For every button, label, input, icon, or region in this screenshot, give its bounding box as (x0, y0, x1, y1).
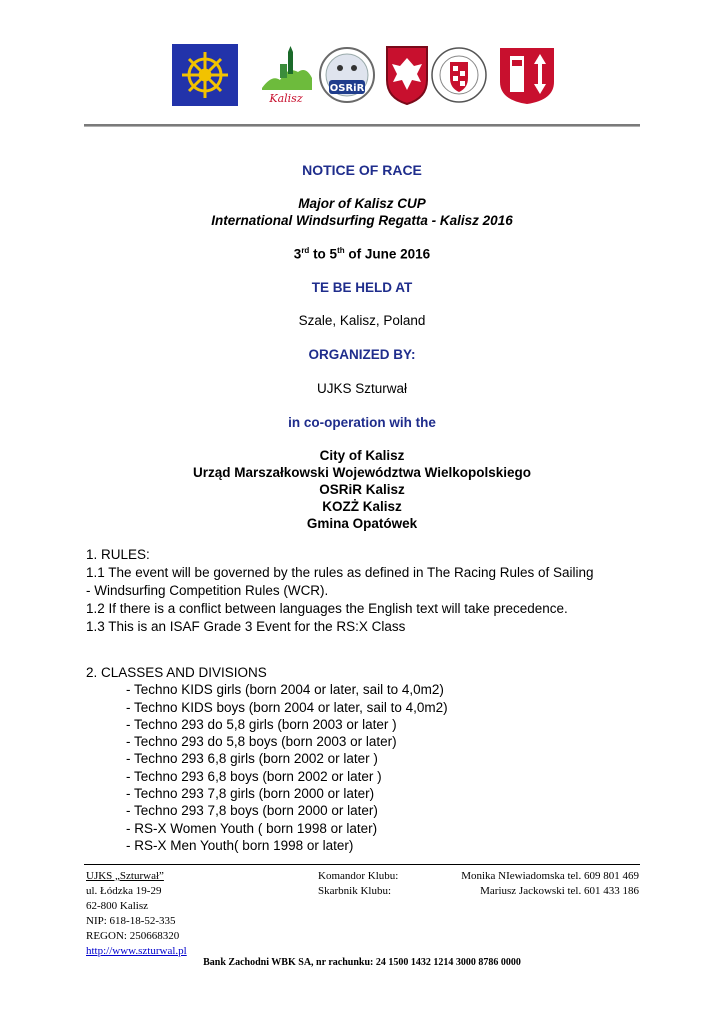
class-item: - Techno 293 7,8 boys (born 2000 or later) (126, 803, 378, 819)
commodore-label: Komandor Klubu: (318, 870, 399, 882)
class-item: - RS-X Men Youth( born 1998 or later) (126, 837, 354, 853)
footer-address (86, 869, 187, 959)
logo-row (172, 44, 557, 106)
partner-3: OSRiR Kalisz (319, 482, 405, 497)
regon: REGON: 250668320 (86, 930, 180, 942)
footer-roles (318, 869, 398, 899)
cooperation-label: in co-operation wih the (288, 415, 436, 430)
rules-line: 1.1 The event will be governed by the rules as defined in The Racing Rules of Sailing (86, 565, 594, 580)
address-city: 62-800 Kalisz (86, 900, 149, 912)
class-item: - Techno 293 6,8 boys (born 2002 or later ) (126, 768, 382, 784)
kozz-logo (430, 44, 488, 106)
osrir-logo (318, 44, 376, 106)
bank-account: Bank Zachodni WBK SA, nr rachunku: 24 1500 1432 1214 3000 8786 0000 (203, 957, 521, 968)
nip: NIP: 618-18-52-335 (86, 915, 176, 927)
rules-line: 1.3 This is an ISAF Grade 3 Event for the RS:X Class (86, 619, 406, 634)
date-month: of June 2016 (344, 246, 431, 262)
address-street: ul. Łódzka 19-29 (86, 885, 162, 897)
club-name: UJKS „Szturwał” (86, 870, 164, 882)
partner-2: Urząd Marszałkowski Województwa Wielkopolskiego (193, 465, 531, 480)
date-end: to 5 (309, 246, 338, 262)
treasurer-contact: Mariusz Jackowski tel. 601 433 186 (480, 885, 639, 897)
date-start-suffix: rd (301, 246, 310, 255)
wielkopolska-eagle-logo (384, 44, 430, 106)
organized-by-label: ORGANIZED BY: (308, 347, 416, 362)
kalisz-city-logo (258, 44, 314, 106)
commodore-contact: Monika NIewiadomska tel. 609 801 469 (461, 870, 639, 882)
held-at-label: TE BE HELD AT (311, 280, 413, 295)
class-item: - Techno 293 do 5,8 girls (born 2003 or later ) (126, 716, 397, 732)
rules-line: - Windsurfing Competition Rules (WCR). (86, 583, 329, 598)
classes-heading: 2. CLASSES AND DIVISIONS (86, 665, 267, 680)
partner-5: Gmina Opatówek (306, 516, 418, 531)
event-dates (84, 246, 640, 262)
class-item: - Techno KIDS girls (born 2004 or later, sail to 4,0m2) (126, 682, 444, 698)
page-title: NOTICE OF RACE (302, 162, 422, 178)
date-start: 3 (293, 246, 302, 262)
header-divider (84, 124, 640, 127)
footer-contacts (461, 869, 639, 899)
classes-section (86, 664, 646, 854)
class-item: - RS-X Women Youth ( born 1998 or later) (126, 820, 378, 836)
class-item: - Techno 293 do 5,8 boys (born 2003 or later) (126, 734, 397, 750)
organizer: UJKS Szturwał (316, 381, 408, 396)
date-end-suffix: th (337, 246, 345, 255)
footer-divider (84, 864, 640, 865)
website-link[interactable]: http://www.szturwal.pl (86, 945, 187, 957)
treasurer-label: Skarbnik Klubu: (318, 885, 392, 897)
event-subtitle-1: Major of Kalisz CUP (298, 196, 426, 211)
rules-heading: 1. RULES: (86, 547, 150, 562)
class-item: - Techno KIDS boys (born 2004 or later, sail to 4,0m2) (126, 699, 448, 715)
location: Szale, Kalisz, Poland (298, 313, 426, 328)
partner-4: KOZŻ Kalisz (322, 499, 402, 514)
rules-line: 1.2 If there is a conflict between languages the English text will take precedence. (86, 601, 568, 616)
svg-text:OSRiR: OSRiR (329, 83, 365, 94)
rules-section (86, 546, 646, 636)
event-subtitle-2: International Windsurfing Regatta - Kalisz 2016 (211, 213, 513, 228)
class-item: - Techno 293 6,8 girls (born 2002 or later ) (126, 751, 378, 767)
sterwal-club-logo (172, 44, 238, 106)
partner-1: City of Kalisz (319, 448, 405, 463)
svg-text:Kalisz: Kalisz (269, 92, 303, 105)
class-item: - Techno 293 7,8 girls (born 2000 or later) (126, 786, 375, 802)
opatowek-logo (496, 44, 558, 106)
